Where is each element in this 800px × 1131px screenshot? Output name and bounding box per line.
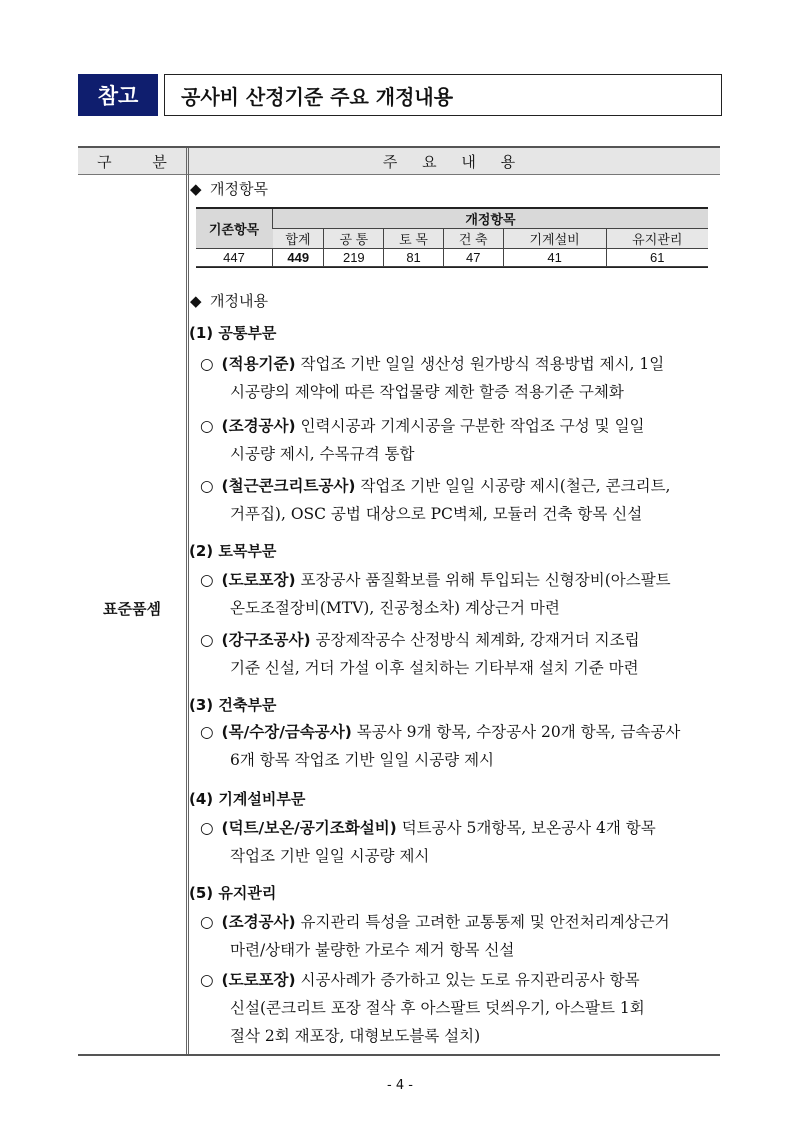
table-header [78, 148, 720, 175]
bullet-line: 마련/상태가 불량한 가로수 제거 항목 신설 [230, 941, 515, 959]
bullet-label: (도로포장) [221, 971, 296, 989]
bullet-text: 공장제작공수 산정방식 체계화, 강재거더 지조립 [310, 631, 640, 649]
content-section-label: 개정내용 [210, 292, 268, 310]
page-number: - 4 - [387, 1078, 413, 1093]
value-arch: 47 [443, 249, 503, 267]
bullet-line: 작업조 기반 일일 시공량 제시 [230, 847, 430, 865]
bullet-label: (도로포장) [221, 571, 296, 589]
circle-bullet-icon: ○ [200, 571, 214, 589]
diamond-bullet-icon: ◆ [190, 292, 202, 310]
circle-bullet-icon: ○ [200, 417, 214, 435]
part-heading: (4) 기계설비부문 [189, 790, 306, 808]
bullet-label: (조경공사) [221, 417, 296, 435]
bullet-line [200, 818, 656, 838]
page-title: 공사비 산정기준 주요 개정내용 [164, 74, 722, 116]
part-heading: (2) 토목부문 [189, 542, 277, 560]
bullet-line [200, 476, 670, 496]
items-section-heading [190, 178, 268, 199]
bullet-line [200, 354, 664, 374]
bullet-line [200, 416, 645, 436]
bullet-text: 목공사 9개 항목, 수장공사 20개 항목, 금속공사 [351, 723, 681, 741]
value-maint: 61 [606, 249, 708, 267]
sub-header-arch: 건 축 [443, 229, 503, 249]
circle-bullet-icon: ○ [200, 819, 214, 837]
circle-bullet-icon: ○ [200, 971, 214, 989]
col-revised-header: 개정항목 [273, 209, 709, 229]
bullet-text: 인력시공과 기계시공을 구분한 작업조 구성 및 일일 [295, 417, 645, 435]
summary-table [196, 207, 708, 268]
part-heading: (1) 공통부문 [189, 324, 277, 342]
bullet-text: 시공사례가 증가하고 있는 도로 유지관리공사 항목 [295, 971, 640, 989]
reference-tag: 참고 [78, 74, 158, 116]
bullet-text: 덕트공사 5개항목, 보온공사 4개 항목 [396, 819, 656, 837]
circle-bullet-icon: ○ [200, 913, 214, 931]
circle-bullet-icon: ○ [200, 723, 214, 741]
bullet-line: 시공량 제시, 수목규격 통합 [230, 445, 415, 463]
bullet-label: (목/수장/금속공사) [221, 723, 352, 741]
bullet-label: (적용기준) [221, 355, 296, 373]
header-content: 주 요 내 용 [382, 152, 526, 171]
bullet-line: 시공량의 제약에 따른 작업물량 제한 할증 적용기준 구체화 [230, 383, 624, 401]
circle-bullet-icon: ○ [200, 631, 214, 649]
bullet-line [200, 912, 670, 932]
value-total: 449 [273, 249, 324, 267]
bullet-line: 기준 신설, 거더 가설 이후 설치하는 기타부재 설치 기준 마련 [230, 659, 639, 677]
bullet-line: 신설(콘크리트 포장 절삭 후 아스팔트 덧씌우기, 아스팔트 1회 [230, 999, 645, 1017]
value-mech: 41 [503, 249, 606, 267]
bullet-line [200, 970, 640, 990]
circle-bullet-icon: ○ [200, 355, 214, 373]
part-heading: (3) 건축부문 [189, 696, 277, 714]
diamond-bullet-icon: ◆ [190, 180, 202, 198]
sub-header-total: 합계 [273, 229, 324, 249]
title-bar [78, 74, 722, 116]
bullet-label: (조경공사) [221, 913, 296, 931]
items-section-label: 개정항목 [210, 180, 268, 198]
bullet-line [200, 570, 671, 590]
bullet-text: 작업조 기반 일일 생산성 원가방식 적용방법 제시, 1일 [295, 355, 665, 373]
bullet-line: 절삭 2회 재포장, 대형보도블록 설치) [230, 1027, 481, 1045]
bullet-line: 6개 항목 작업조 기반 일일 시공량 제시 [230, 751, 495, 769]
content-section-heading [190, 290, 268, 311]
value-civil: 81 [384, 249, 444, 267]
sub-header-mech: 기계설비 [503, 229, 606, 249]
bullet-text: 유지관리 특성을 고려한 교통통제 및 안전처리계상근거 [295, 913, 670, 931]
sub-header-maint: 유지관리 [606, 229, 708, 249]
bullet-line: 거푸집), OSC 공법 대상으로 PC벽체, 모듈러 건축 항목 신설 [230, 505, 643, 523]
part-heading: (5) 유지관리 [189, 884, 277, 902]
bullet-text: 작업조 기반 일일 시공량 제시(철근, 콘크리트, [355, 477, 671, 495]
bullet-line [200, 722, 680, 742]
column-divider [186, 148, 187, 1054]
circle-bullet-icon: ○ [200, 477, 214, 495]
bullet-line [200, 630, 640, 650]
sub-header-civil: 토 목 [384, 229, 444, 249]
bullet-label: (철근콘크리트공사) [221, 477, 356, 495]
column-divider-2 [188, 148, 189, 1054]
bullet-line: 온도조절장비(MTV), 진공청소차) 계상근거 마련 [230, 599, 560, 617]
row-label: 표준품셈 [103, 600, 161, 618]
bullet-label: (강구조공사) [221, 631, 311, 649]
col-existing-header: 기존항목 [196, 209, 273, 249]
sub-header-common: 공 통 [324, 229, 384, 249]
header-category: 구 분 [97, 152, 185, 171]
bullet-label: (덕트/보온/공기조화설비) [221, 819, 397, 837]
value-existing: 447 [196, 249, 273, 267]
bullet-text: 포장공사 품질확보를 위해 투입되는 신형장비(아스팔트 [295, 571, 671, 589]
value-common: 219 [324, 249, 384, 267]
